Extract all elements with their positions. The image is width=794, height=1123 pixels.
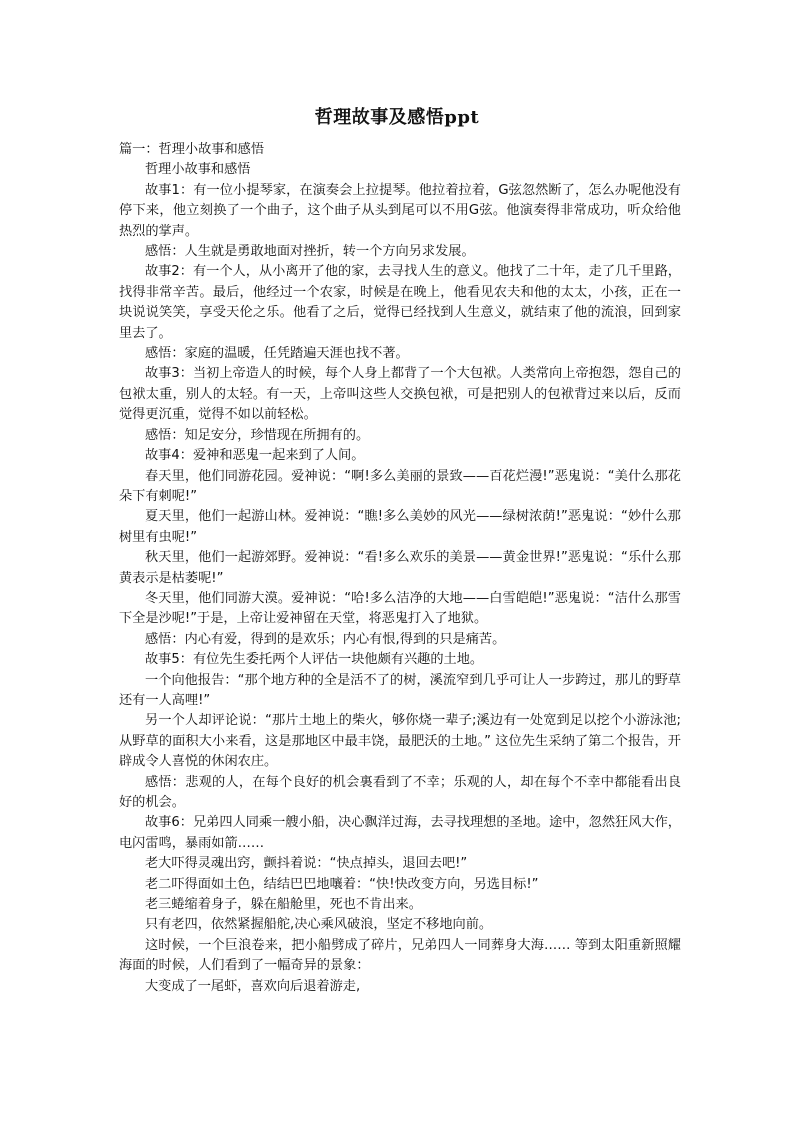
paragraph: 另一个人却评论说：“那片土地上的柴火，够你烧一辈子;溪边有一处宽到足以挖个小游泳池;从野草的面积大小来看，这是那地区中最丰饶，最肥沃的土地。” 这位先生采纳了第二个报告，开辟成令人喜悦的休闲农庄。 bbox=[119, 713, 681, 770]
paragraph: 老大吓得灵魂出窍，颤抖着说：“快点掉头，退回去吧!” bbox=[145, 856, 468, 872]
paragraph: 感悟：悲观的人，在每个良好的机会裏看到了不幸；乐观的人，却在每个不幸中都能看出良好的机会。 bbox=[119, 774, 681, 810]
paragraph: 感悟：人生就是勇敢地面对挫折，转一个方向另求发展。 bbox=[145, 244, 475, 260]
paragraph: 故事2：有一个人，从小离开了他的家，去寻找人生的意义。他找了二十年，走了几千里路，找得非常辛苦。最后，他经过一个农家，时候是在晚上，他看见农夫和他的太太，小孩，正在一块说说笑笑，享受天伦之乐。他看了之后，觉得已经找到人生意义，就结束了他的流浪，回到家里去了。 bbox=[119, 264, 681, 341]
document-title: 哲理故事及感悟ppt bbox=[314, 107, 480, 128]
paragraph: 这时候，一个巨浪卷来，把小船劈成了碎片，兄弟四人一同葬身大海…… 等到太阳重新照耀海面的时候，人们看到了一幅奇异的景象： bbox=[119, 937, 681, 974]
paragraph: 冬天里，他们同游大漠。爱神说：“哈!多么洁净的大地——白雪皑皑!”恶鬼说：“洁什么那雪下全是沙呢!”于是，上帝让爱神留在天堂，将恶鬼打入了地狱。 bbox=[119, 590, 681, 627]
paragraph: 故事3：当初上帝造人的时候，每个人身上都背了一个大包袱。人类常向上帝抱怨，怨自己的包袱太重，别人的太轻。有一天，上帝叫这些人交换包袱，可是把别人的包袱背过来以后，反而觉得更沉重，觉得不如以前轻松。 bbox=[119, 366, 681, 423]
paragraph: 感悟：家庭的温暖，任凭踏遍天涯也找不著。 bbox=[145, 346, 409, 362]
paragraph: 故事6：兄弟四人同乘一艘小船，决心飘洋过海，去寻找理想的圣地。途中，忽然狂风大作，电闪雷鸣，暴雨如箭…… bbox=[119, 815, 681, 851]
paragraph: 只有老四，依然紧握船舵,决心乘风破浪，坚定不移地向前。 bbox=[145, 917, 493, 933]
paragraph: 老二吓得面如土色，结结巴巴地嚷着：“快!快改变方向，另选目标!” bbox=[145, 876, 539, 892]
paragraph: 感悟：知足安分，珍惜现在所拥有的。 bbox=[145, 427, 370, 443]
paragraph: 老三蜷缩着身子，躲在船舱里，死也不肯出来。 bbox=[145, 897, 422, 913]
paragraph: 哲理小故事和感悟 bbox=[145, 162, 251, 178]
paragraph: 秋天里，他们一起游郊野。爱神说：“看!多么欢乐的美景——黄金世界!”恶鬼说：“乐什么那黄表示是枯萎呢!” bbox=[119, 550, 681, 586]
paragraph: 感悟：内心有爱，得到的是欢乐；内心有恨,得到的只是痛苦。 bbox=[145, 631, 506, 647]
paragraph: 故事5：有位先生委托两个人评估一块他颇有兴趣的土地。 bbox=[145, 652, 484, 668]
paragraph: 大变成了一尾虾，喜欢向后退着游走, bbox=[145, 978, 361, 994]
paragraph: 故事4：爱神和恶鬼一起来到了人间。 bbox=[145, 448, 365, 464]
paragraph: 一个向他报告：“那个地方种的全是活不了的树，溪流窄到几乎可让人一步跨过，那儿的野草还有一人高哩!” bbox=[119, 672, 681, 708]
document-body bbox=[119, 140, 681, 997]
section-heading: 篇一：哲理小故事和感悟 bbox=[119, 142, 265, 157]
paragraph: 春天里，他们同游花园。爱神说：“啊!多么美丽的景致——百花烂漫!”恶鬼说：“美什么那花朵下有刺呢!” bbox=[119, 468, 681, 504]
paragraph: 夏天里，他们一起游山林。爱神说：“瞧!多么美妙的风光——绿树浓荫!”恶鬼说：“妙什么那树里有虫呢!” bbox=[119, 509, 681, 545]
paragraph: 故事1：有一位小提琴家，在演奏会上拉提琴。他拉着拉着，G弦忽然断了，怎么办呢他没有停下来，他立刻换了一个曲子，这个曲子从头到尾可以不用G弦。他演奏得非常成功，听众给他热烈的掌声。 bbox=[119, 182, 681, 239]
